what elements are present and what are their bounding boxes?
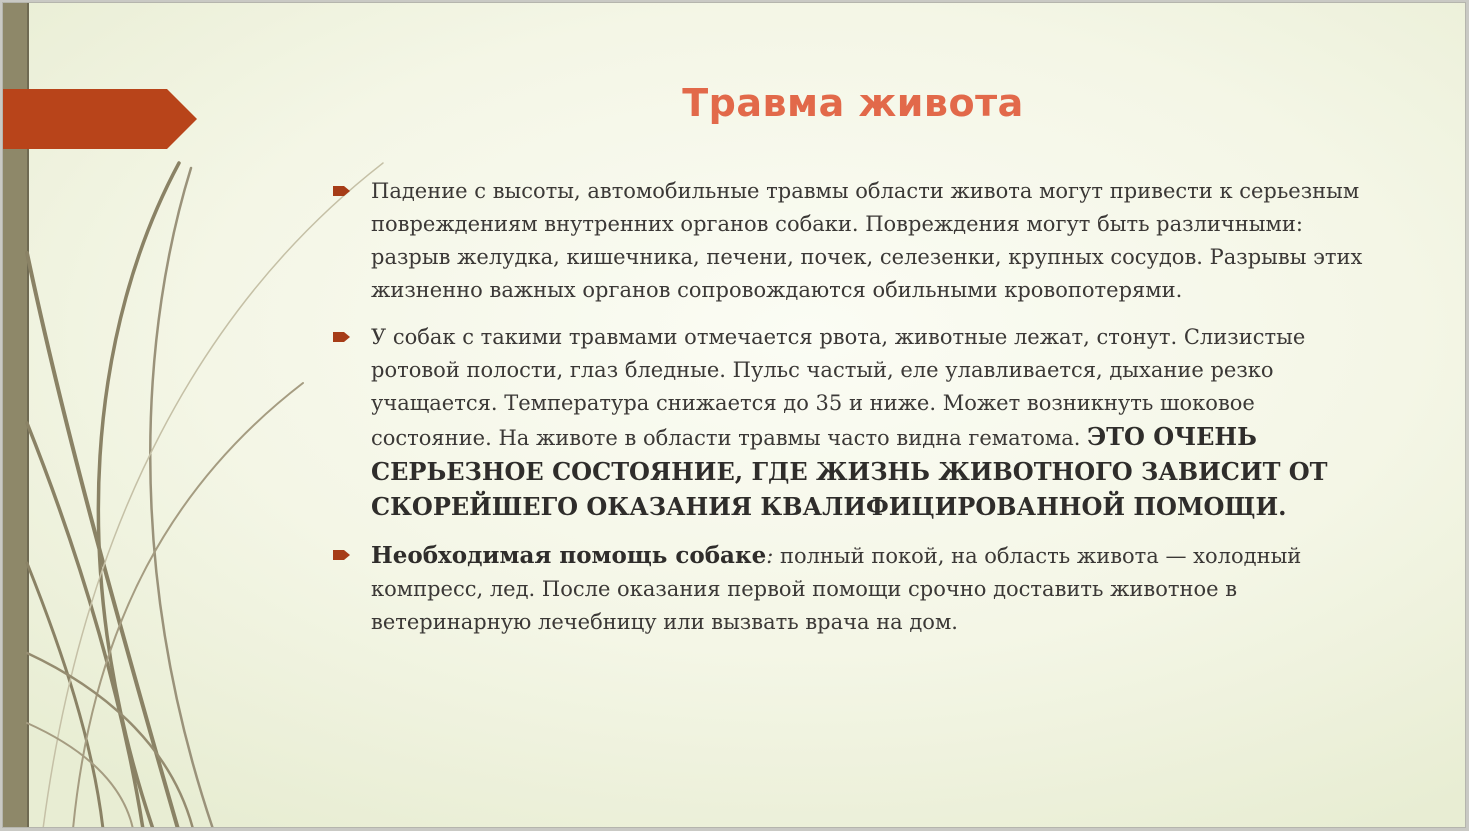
- arrow-bullet-icon: [333, 330, 351, 344]
- bullet-item-3: [333, 539, 1373, 639]
- slide-title: Травма живота: [682, 81, 1024, 125]
- bullet-text-2-body: У собак с такими травмами отмечается рвота, животные лежат, стонут. Слизистые ротовой полости, глаз бледные. Пульс частый, еле улавливается, дыхание резко учащается. Температура снижается до 35 и ниже. Может возникнуть шоковое состояние. На животе в области травмы часто видна гематома.: [371, 325, 1306, 450]
- bullet-text-1-body: Падение с высоты, автомобильные травмы области живота могут привести к серьезным повреждениям внутренних органов собаки. Повреждения могут быть различными: разрыв желудка, кишечника, печени, почек, селезенки, крупных сосудов. Разрывы этих жизненно важных органов сопровождаются обильными кровопотерями.: [371, 179, 1363, 302]
- bullet-text-3-colon: :: [766, 544, 774, 568]
- arrow-bullet-icon: [333, 548, 351, 562]
- arrow-bullet-icon: [333, 184, 351, 198]
- decor-line-7: [73, 383, 303, 828]
- decor-line-6: [43, 163, 383, 828]
- bullet-text-2-emphasis: ЭТО ОЧЕНЬ СЕРЬЕЗНОЕ СОСТОЯНИЕ, ГДЕ ЖИЗНЬ ЖИВОТНОГО ЗАВИСИТ ОТ СКОРЕЙШЕГО ОКАЗАНИЯ КВАЛИФИЦИРОВАННОЙ ПОМОЩИ.: [371, 422, 1328, 521]
- decor-line-2: [150, 168, 213, 828]
- bullet-text-2: [371, 321, 1373, 525]
- bullet-item-2: [333, 321, 1373, 525]
- bullet-text-3-lead: Необходимая помощь собаке: [371, 542, 767, 569]
- bullet-list: [333, 175, 1373, 653]
- bullet-text-3: [371, 539, 1373, 639]
- bullet-item-1: [333, 175, 1373, 307]
- title-ribbon-arrow: [3, 3, 203, 163]
- slide: [2, 2, 1466, 828]
- bullet-text-1: [371, 175, 1373, 307]
- bullet-text-3-body: полный покой, на область живота — холодный компресс, лед. После оказания первой помощи срочно доставить животное в ветеринарную лечебницу или вызвать врача на дом.: [371, 544, 1302, 634]
